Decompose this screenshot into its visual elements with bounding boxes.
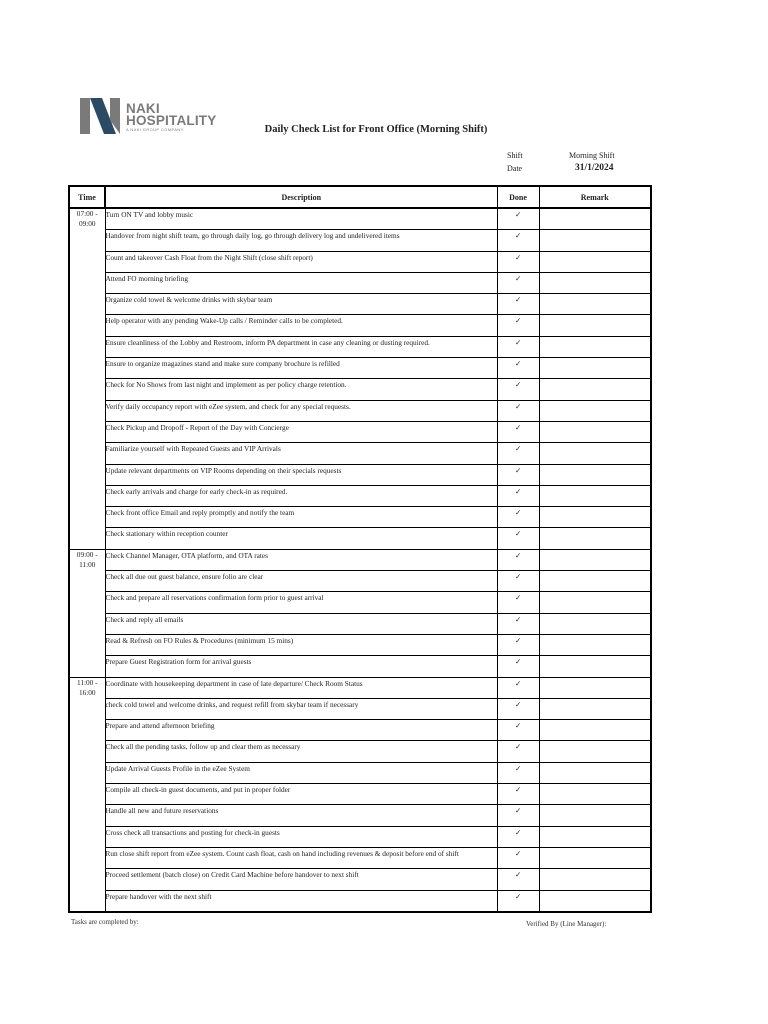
remark-cell (539, 869, 651, 890)
time-slot-cell: 09:00 - 11:00 (69, 549, 105, 677)
table-row (69, 890, 651, 912)
remark-cell (539, 571, 651, 592)
done-check-icon: ✓ (497, 634, 539, 655)
done-check-icon: ✓ (497, 358, 539, 379)
time-slot-cell: 07:00 - 09:00 (69, 208, 105, 549)
task-description: Prepare and attend afternoon briefing (105, 720, 497, 741)
table-row (69, 230, 651, 251)
table-row (69, 656, 651, 677)
task-description: Update relevant departments on VIP Rooms depending on their specials requests (105, 464, 497, 485)
shift-label: Shift (507, 151, 523, 160)
done-check-icon: ✓ (497, 592, 539, 613)
remark-cell (539, 336, 651, 357)
done-check-icon: ✓ (497, 230, 539, 251)
task-description: Check Pickup and Dropoff - Report of the Day with Concierge (105, 421, 497, 442)
done-check-icon: ✓ (497, 656, 539, 677)
table-row (69, 634, 651, 655)
header-remark: Remark (539, 186, 651, 208)
table-row (69, 677, 651, 698)
task-description: Check stationary within reception counter (105, 528, 497, 549)
task-description: Update Arrival Guests Profile in the eZee System (105, 762, 497, 783)
remark-cell (539, 805, 651, 826)
remark-cell (539, 528, 651, 549)
remark-cell (539, 656, 651, 677)
verified-by-label: Verified By (Line Manager): (526, 920, 607, 928)
table-row (69, 762, 651, 783)
table-row (69, 485, 651, 506)
task-description: Check all the pending tasks, follow up and clear them as necessary (105, 741, 497, 762)
table-row (69, 805, 651, 826)
done-check-icon: ✓ (497, 315, 539, 336)
task-description: Organize cold towel & welcome drinks with skybar team (105, 294, 497, 315)
time-slot-cell: 11:00 - 16:00 (69, 677, 105, 912)
table-row (69, 720, 651, 741)
task-description: Run close shift report from eZee system. Count cash float, cash on hand including revenues & deposit before end of shift (105, 847, 497, 868)
done-check-icon: ✓ (497, 698, 539, 719)
done-check-icon: ✓ (497, 890, 539, 912)
remark-cell (539, 613, 651, 634)
remark-cell (539, 741, 651, 762)
remark-cell (539, 272, 651, 293)
date-label: Date (507, 164, 523, 173)
task-description: Handle all new and future reservations (105, 805, 497, 826)
checklist-body (69, 208, 651, 912)
remark-cell (539, 592, 651, 613)
task-description: Turn ON TV and lobby music (105, 208, 497, 230)
task-description: Check for No Shows from last night and implement as per policy charge retention. (105, 379, 497, 400)
remark-cell (539, 549, 651, 570)
table-row (69, 379, 651, 400)
task-description: Check and reply all emails (105, 613, 497, 634)
done-check-icon: ✓ (497, 507, 539, 528)
table-row (69, 336, 651, 357)
remark-cell (539, 421, 651, 442)
done-check-icon: ✓ (497, 869, 539, 890)
done-check-icon: ✓ (497, 720, 539, 741)
table-row (69, 698, 651, 719)
document-title-wrap (0, 124, 768, 135)
remark-cell (539, 762, 651, 783)
table-row (69, 741, 651, 762)
remark-cell (539, 358, 651, 379)
date-value: 31/1/2024 (575, 163, 614, 173)
task-description: Verify daily occupancy report with eZee system, and check for any special requests. (105, 400, 497, 421)
logo-line-1: NAKI (126, 101, 160, 116)
task-description: Proceed settlement (batch close) on Credit Card Machine before handover to next shift (105, 869, 497, 890)
table-row (69, 549, 651, 570)
remark-cell (539, 677, 651, 698)
done-check-icon: ✓ (497, 677, 539, 698)
done-check-icon: ✓ (497, 272, 539, 293)
remark-cell (539, 485, 651, 506)
done-check-icon: ✓ (497, 805, 539, 826)
done-check-icon: ✓ (497, 826, 539, 847)
table-row (69, 208, 651, 230)
header-done: Done (497, 186, 539, 208)
checklist-table (68, 185, 652, 913)
task-description: Help operator with any pending Wake-Up calls / Reminder calls to be completed. (105, 315, 497, 336)
table-row (69, 421, 651, 442)
done-check-icon: ✓ (497, 613, 539, 634)
done-check-icon: ✓ (497, 464, 539, 485)
remark-cell (539, 315, 651, 336)
remark-cell (539, 464, 651, 485)
done-check-icon: ✓ (497, 784, 539, 805)
table-row (69, 251, 651, 272)
task-description: Check all due out guest balance, ensure folio are clear (105, 571, 497, 592)
done-check-icon: ✓ (497, 208, 539, 230)
task-description: Prepare Guest Registration form for arrival guests (105, 656, 497, 677)
done-check-icon: ✓ (497, 571, 539, 592)
remark-cell (539, 251, 651, 272)
remark-cell (539, 230, 651, 251)
table-row (69, 464, 651, 485)
remark-cell (539, 443, 651, 464)
remark-cell (539, 784, 651, 805)
remark-cell (539, 847, 651, 868)
task-description: Prepare handover with the next shift (105, 890, 497, 912)
task-description: Count and takeover Cash Float from the Night Shift (close shift report) (105, 251, 497, 272)
table-row (69, 869, 651, 890)
logo-tagline: A NAKI GROUP COMPANY (126, 127, 184, 132)
header-description: Description (105, 186, 497, 208)
table-row (69, 571, 651, 592)
table-row (69, 613, 651, 634)
table-row (69, 272, 651, 293)
remark-cell (539, 208, 651, 230)
table-row (69, 507, 651, 528)
table-row (69, 847, 651, 868)
done-check-icon: ✓ (497, 485, 539, 506)
task-description: Familiarize yourself with Repeated Guests and VIP Arrivals (105, 443, 497, 464)
table-row (69, 358, 651, 379)
done-check-icon: ✓ (497, 741, 539, 762)
remark-cell (539, 507, 651, 528)
remark-cell (539, 400, 651, 421)
task-description: Check and prepare all reservations confirmation form prior to guest arrival (105, 592, 497, 613)
task-description: Ensure cleanliness of the Lobby and Restroom, inform PA department in case any cleaning or dusting required. (105, 336, 497, 357)
logo-line-2: HOSPITALITY (126, 113, 217, 128)
task-description: Read & Refresh on FO Rules & Procedures (minimum 15 mins) (105, 634, 497, 655)
remark-cell (539, 826, 651, 847)
task-description: Ensure to organize magazines stand and make sure company brochure is refilled (105, 358, 497, 379)
remark-cell (539, 890, 651, 912)
task-description: check cold towel and welcome drinks, and request refill from skybar team if necessary (105, 698, 497, 719)
done-check-icon: ✓ (497, 421, 539, 442)
done-check-icon: ✓ (497, 379, 539, 400)
shift-value: Morning Shift (569, 151, 615, 160)
document-title: Daily Check List for Front Office (Morning Shift) (264, 124, 488, 135)
table-header-row (69, 186, 651, 208)
header-time: Time (69, 186, 105, 208)
done-check-icon: ✓ (497, 443, 539, 464)
done-check-icon: ✓ (497, 762, 539, 783)
table-row (69, 400, 651, 421)
done-check-icon: ✓ (497, 400, 539, 421)
done-check-icon: ✓ (497, 847, 539, 868)
table-row (69, 592, 651, 613)
table-row (69, 294, 651, 315)
done-check-icon: ✓ (497, 294, 539, 315)
task-description: Coordinate with housekeeping department in case of late departure/ Check Room Status (105, 677, 497, 698)
remark-cell (539, 634, 651, 655)
remark-cell (539, 379, 651, 400)
table-row (69, 528, 651, 549)
remark-cell (539, 720, 651, 741)
task-description: Handover from night shift team, go through daily log, go through delivery log and undelivered items (105, 230, 497, 251)
remark-cell (539, 294, 651, 315)
done-check-icon: ✓ (497, 251, 539, 272)
remark-cell (539, 698, 651, 719)
done-check-icon: ✓ (497, 549, 539, 570)
task-description: Attend FO morning briefing (105, 272, 497, 293)
table-row (69, 826, 651, 847)
table-row (69, 315, 651, 336)
task-description: Check front office Email and reply promptly and notify the team (105, 507, 497, 528)
table-row (69, 784, 651, 805)
task-description: Check early arrivals and charge for early check-in as required. (105, 485, 497, 506)
done-check-icon: ✓ (497, 336, 539, 357)
task-description: Cross check all transactions and posting for check-in guests (105, 826, 497, 847)
task-description: Compile all check-in guest documents, and put in proper folder (105, 784, 497, 805)
task-description: Check Channel Manager, OTA platform, and OTA rates (105, 549, 497, 570)
done-check-icon: ✓ (497, 528, 539, 549)
table-row (69, 443, 651, 464)
completed-by-label: Tasks are completed by: (71, 918, 139, 926)
